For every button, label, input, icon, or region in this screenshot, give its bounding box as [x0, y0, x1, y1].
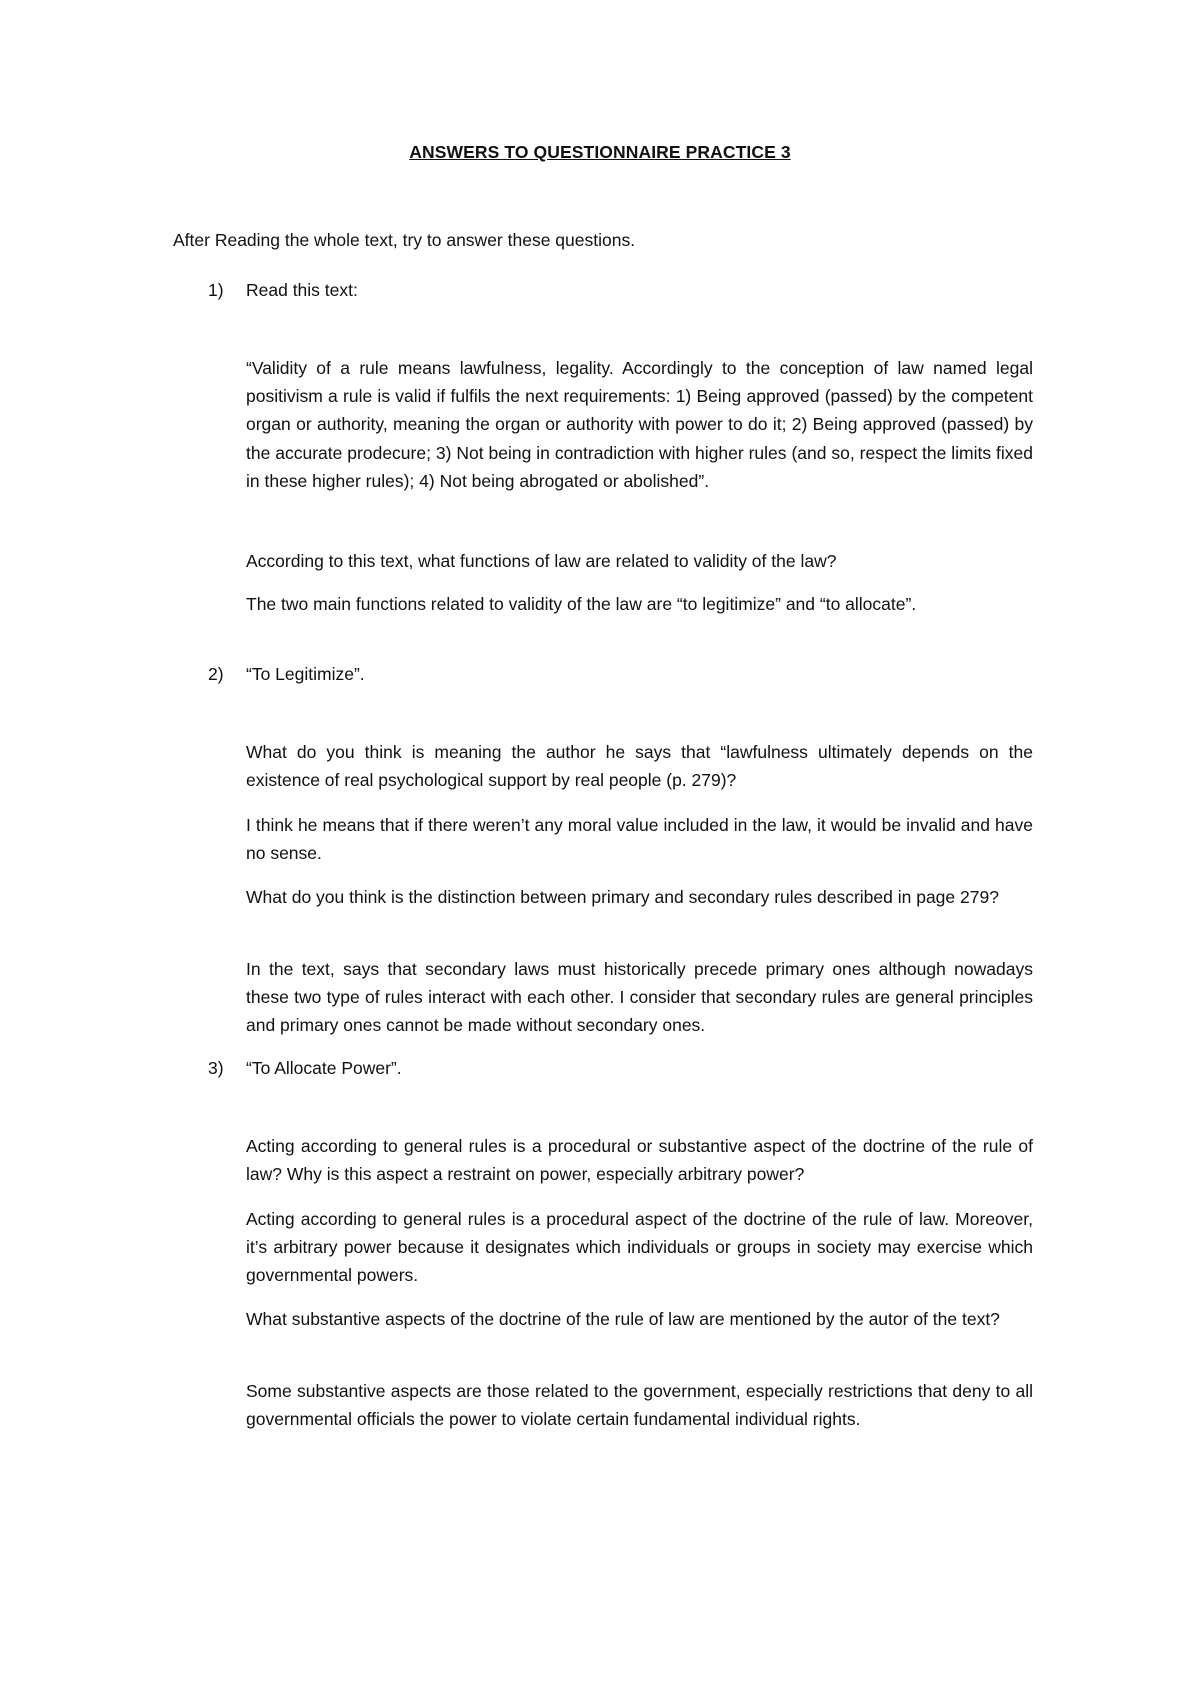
section-3-answer-2: Some substantive aspects are those related to the government, especially restrictions that deny to all governmental officials the power to violate certain fundamental individual rights. — [246, 1381, 1033, 1430]
section-3-question-1: Acting according to general rules is a procedural or substantive aspect of the doctrine of the rule of law? Why is this aspect a restraint on power, especially arbitrary power? — [246, 1136, 1033, 1185]
section-2-answer-2: In the text, says that secondary laws must historically precede primary ones although nowadays these two type of rules interact with each other. I consider that secondary rules are general principles and primary ones cannot be made without secondary ones. — [246, 959, 1033, 1036]
section-2-number: 2) — [208, 664, 224, 684]
section-1-number: 1) — [208, 280, 224, 300]
section-2-answer-1: I think he means that if there weren’t any moral value included in the law, it would be invalid and have no sense. — [246, 815, 1033, 864]
section-3-number: 3) — [208, 1058, 224, 1078]
section-1-heading: Read this text: — [246, 280, 358, 300]
section-3-heading: “To Allocate Power”. — [246, 1058, 402, 1078]
section-1-question: According to this text, what functions of law are related to validity of the law? — [246, 551, 837, 571]
section-3-question-2: What substantive aspects of the doctrine of the rule of law are mentioned by the autor of the text? — [246, 1309, 1000, 1329]
document-title: ANSWERS TO QUESTIONNAIRE PRACTICE 3 — [409, 142, 791, 162]
intro-text: After Reading the whole text, try to answer these questions. — [173, 230, 636, 250]
section-3-answer-1: Acting according to general rules is a procedural aspect of the doctrine of the rule of law. Moreover, it’s arbitrary power because it designates which individuals or groups in society may exercise which governmental powers. — [246, 1209, 1033, 1286]
section-2-question-2: What do you think is the distinction between primary and secondary rules described in page 279? — [246, 887, 999, 907]
section-2-heading: “To Legitimize”. — [246, 664, 365, 684]
section-1-answer: The two main functions related to validity of the law are “to legitimize” and “to allocate”. — [246, 594, 917, 614]
section-2-question-1: What do you think is meaning the author he says that “lawfulness ultimately depends on the existence of real psychological support by real people (p. 279)? — [246, 742, 1033, 791]
section-1-quote: “Validity of a rule means lawfulness, legality. Accordingly to the conception of law named legal positivism a rule is valid if fulfils the next requirements: 1) Being approved (passed) by the competent organ or authority, meaning the organ or authority with power to do it; 2) Being approved (passed) by the accurate prodecure; 3) Not being in contradiction with higher rules (and so, respect the limits fixed in these higher rules); 4) Not being abrogated or abolished”. — [246, 358, 1033, 491]
